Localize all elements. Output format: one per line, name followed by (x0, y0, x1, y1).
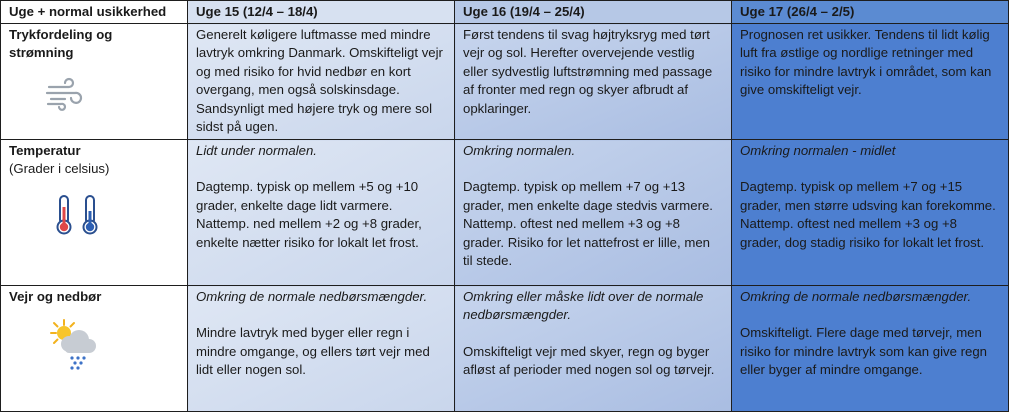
cell-summary: Omkring de normale nedbørsmængder. (740, 289, 972, 304)
cell-summary: Omkring de normale nedbørsmængder. (196, 289, 428, 304)
cell-w15-pressure (188, 24, 455, 140)
cell-day-temp: Dagtemp. typisk op mellem +5 og +10 grader, enkelte dage lidt varmere. (196, 179, 419, 213)
cell-night-temp: Nattemp. oftest ned mellem +3 og +8 grader, dog stadig risiko for lokalt let frost. (740, 216, 985, 250)
cell-day-temp: Dagtemp. typisk op mellem +7 og +15 grader, men større udsving kan forekomme. (740, 179, 996, 213)
cell-text: Mindre lavtryk med byger eller regn i mindre omgange, og ellers tørt vejr med lidt eller nogen sol. (196, 325, 430, 378)
row-title: Trykfordeling og strømning (9, 27, 113, 61)
cell-text: Generelt køligere luftmasse med mindre lavtryk omkring Danmark. Omskifteligt vejr og med risiko for hvid nedbør en kort overgang, men også solskinsdage. Sandsynligt med højere tryk og mere sol sidst på ugen. (196, 27, 443, 135)
cell-w16-pressure (455, 24, 732, 140)
cell-w17-temperature (732, 140, 1009, 286)
cell-day-temp: Dagtemp. typisk op mellem +7 og +13 grader, men enkelte dage stedvis varmere. (463, 179, 713, 213)
cell-text: Omskifteligt. Flere dage med tørvejr, men risiko for mindre lavtryk som kan give regn eller byger af mindre omgange. (740, 325, 987, 378)
row-title: Temperatur (9, 143, 81, 158)
cell-summary: Lidt under normalen. (196, 143, 317, 158)
header-week-16: Uge 16 (19/4 – 25/4) (455, 1, 732, 24)
cell-w15-temperature (188, 140, 455, 286)
row-precipitation (1, 286, 1009, 412)
cell-w17-pressure (732, 24, 1009, 140)
row-subtitle: (Grader i celsius) (9, 161, 110, 177)
cell-w16-temperature (455, 140, 732, 286)
header-row (1, 1, 1009, 24)
cell-w16-precipitation (455, 286, 732, 412)
wind-icon (9, 81, 179, 114)
header-week-17: Uge 17 (26/4 – 2/5) (732, 1, 1009, 24)
cell-w17-precipitation (732, 286, 1009, 412)
sun-cloud-rain-icon (9, 318, 179, 375)
cell-night-temp: Nattemp. oftest ned mellem +3 og +8 grader. Risiko for let nattefrost er lille, men til stede. (463, 216, 711, 269)
row-pressure (1, 24, 1009, 140)
cell-w15-precipitation (188, 286, 455, 412)
cell-night-temp: Nattemp. ned mellem +2 og +8 grader, enkelte nætter risiko for lokalt let frost. (196, 216, 422, 250)
row-label-precipitation (1, 286, 188, 412)
header-week-15: Uge 15 (12/4 – 18/4) (188, 1, 455, 24)
cell-summary: Omkring normalen. (463, 143, 576, 158)
cell-summary: Omkring normalen - midlet (740, 143, 896, 158)
row-label-pressure (1, 24, 188, 140)
cell-text: Prognosen ret usikker. Tendens til lidt kølig luft fra østlige og nordlige retninger med risiko for mindre lavtryk i området, som kan give omskifteligt vejr. (740, 27, 992, 98)
header-label: Uge + normal usikkerhed (1, 1, 188, 24)
thermometer-icon (9, 193, 179, 242)
row-title: Vejr og nedbør (9, 289, 102, 304)
row-temperature (1, 140, 1009, 286)
cell-text: Først tendens til svag højtryksryg med tørt vejr og sol. Herefter overvejende vestlig eller sydvestlig luftstrømning med passage af fronter med regn og skyer afbrudt af opklaringer. (463, 27, 713, 116)
cell-text: Omskifteligt vejr med skyer, regn og byger afløst af perioder med nogen sol og tørvejr. (463, 343, 715, 378)
row-label-temperature (1, 140, 188, 286)
cell-summary: Omkring eller måske lidt over de normale nedbørsmængder. (463, 289, 704, 323)
